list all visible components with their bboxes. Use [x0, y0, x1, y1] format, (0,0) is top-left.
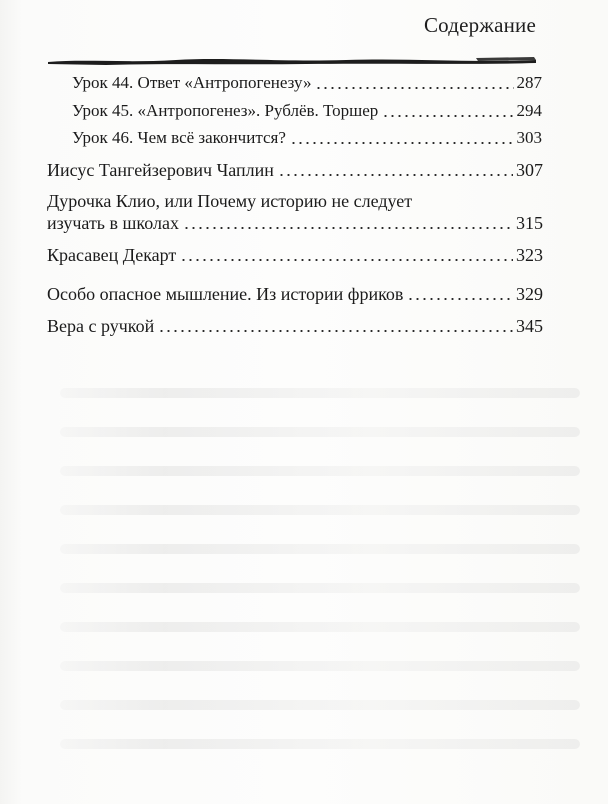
leader-dots: [290, 142, 514, 144]
toc-entry-title: Красавец Декарт: [47, 245, 177, 265]
leader-dots: [183, 227, 513, 229]
toc-entry-chaplin: [47, 159, 543, 181]
toc-entry-page: 307: [516, 160, 543, 180]
toc-entry-title: Урок 45. «Антропогенез». Рублёв. Торшер: [72, 101, 379, 120]
toc-entry-faith: [47, 315, 543, 337]
toc-entry-freaks: [47, 283, 543, 305]
toc-entry-lesson-46: [72, 127, 542, 149]
toc-entry-page: 329: [516, 284, 543, 304]
toc-entry-page: 287: [516, 73, 542, 92]
toc-entry-lesson-45: [72, 100, 542, 122]
toc-entry-title: Урок 44. Ответ «Антропогенезу»: [72, 73, 312, 92]
toc-entry-clio: [47, 190, 543, 234]
toc-entry-descartes: [47, 244, 543, 266]
toc-entry-page: 315: [516, 213, 543, 233]
toc-entry-page: 345: [516, 316, 543, 336]
leader-dots: [278, 174, 513, 176]
running-head: Содержание: [423, 13, 536, 37]
toc-entry-page: 323: [516, 245, 543, 265]
leader-dots: [407, 298, 513, 300]
toc-entry-title-line1: Дурочка Клио, или Почему историю не следует: [47, 191, 413, 211]
toc-entry-title: Вера с ручкой: [47, 316, 155, 336]
toc-entry-title: Иисус Тангейзерович Чаплин: [47, 160, 274, 180]
toc-entry-lesson-44: [72, 72, 542, 94]
toc-entry-title: Особо опасное мышление. Из истории фриков: [47, 284, 404, 304]
toc-entry-page: 303: [516, 128, 542, 147]
leader-dots: [158, 330, 513, 332]
toc-entry-line2: [47, 212, 543, 234]
toc-entry-title: Урок 46. Чем всё закончится?: [72, 128, 286, 147]
toc-entry-title-line2: изучать в школах: [47, 213, 179, 233]
leader-dots: [180, 259, 513, 261]
leader-dots: [382, 115, 513, 117]
leader-dots: [315, 87, 513, 89]
toc-entry-page: 294: [516, 101, 542, 120]
